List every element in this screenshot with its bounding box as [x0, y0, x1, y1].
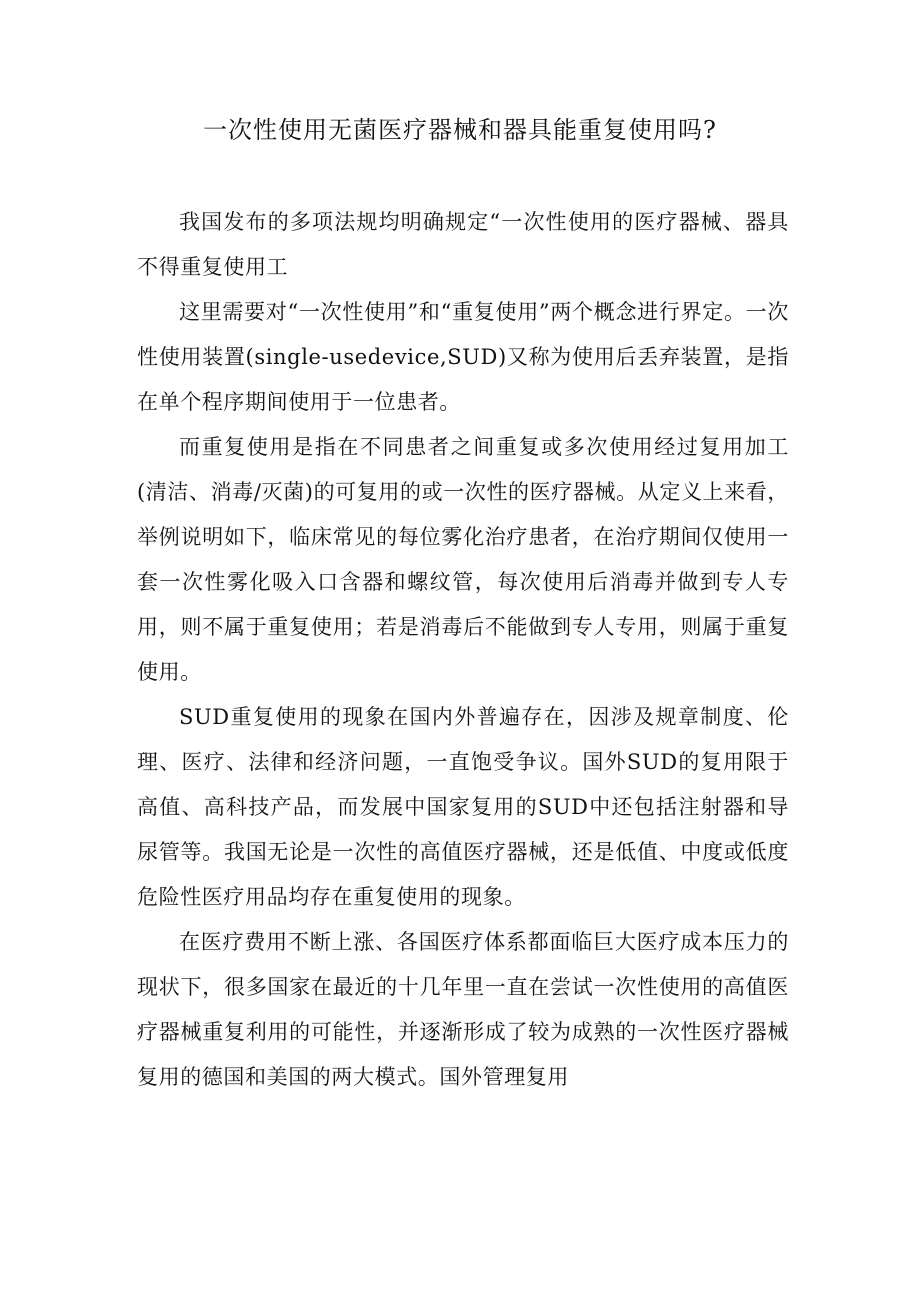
document-title: 一次性使用无菌医疗器械和器具能重复使用吗?	[203, 116, 717, 144]
paragraph-4: SUD重复使用的现象在国内外普遍存在，因涉及规章制度、伦理、医疗、法律和经济问题，一直饱受争议。国外SUD的复用限于高值、高科技产品，而发展中国家复用的SUD中还包括注射器和导尿管等。我国无论是一次性的高值医疗器械，还是低值、中度或低度危险性医疗用品均存在重复使用的现象。	[137, 705, 789, 909]
paragraph-1: 我国发布的多项法规均明确规定“一次性使用的医疗器械、器具不得重复使用工	[137, 210, 789, 279]
paragraph-3: 而重复使用是指在不同患者之间重复或多次使用经过复用加工(清洁、消毒/灭菌)的可复用的或一次性的医疗器械。从定义上来看，举例说明如下，临床常见的每位雾化治疗患者，在治疗期间仅使用一套一次性雾化吸入口含器和螺纹管，每次使用后消毒并做到专人专用，则不属于重复使用；若是消毒后不能做到专人专用，则属于重复使用。	[137, 435, 789, 684]
paragraph-5: 在医疗费用不断上涨、各国医疗体系都面临巨大医疗成本压力的现状下，很多国家在最近的十几年里一直在尝试一次性使用的高值医疗器械重复利用的可能性，并逐渐形成了较为成熟的一次性医疗器械复用的德国和美国的两大模式。国外管理复用	[137, 930, 789, 1089]
paragraph-2: 这里需要对“一次性使用”和“重复使用”两个概念进行界定。一次性使用装置(single-usedevice,SUD)又称为使用后丢弃装置，是指在单个程序期间使用于一位患者。	[137, 300, 789, 414]
document-body	[137, 200, 789, 1100]
